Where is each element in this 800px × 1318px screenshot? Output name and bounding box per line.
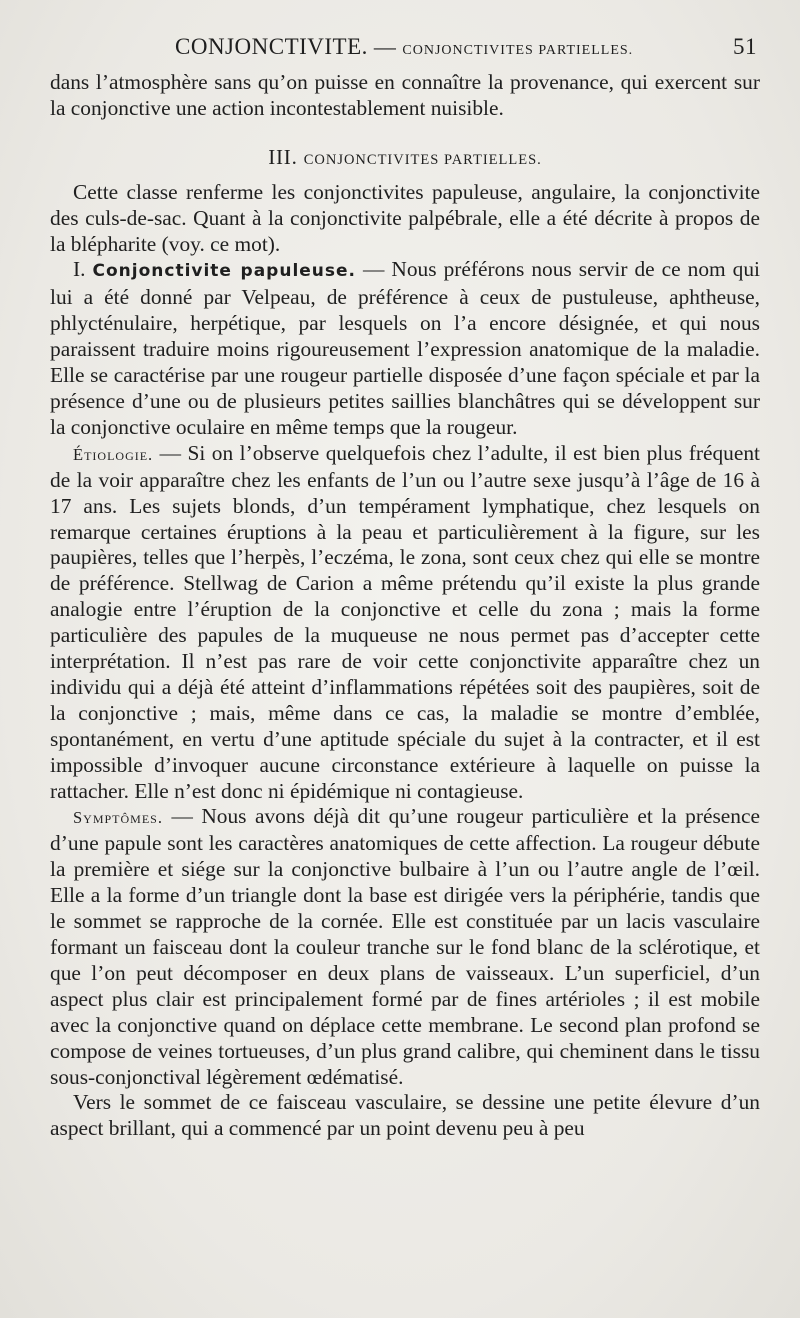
paragraph-conjonctivite-papuleuse	[50, 257, 760, 440]
running-header	[50, 30, 760, 64]
section-heading	[50, 145, 760, 174]
paragraph-text-papuleuse: — Nous préférons nous servir de ce nom qui lui a été donné par Velpeau, de préférence à ceux de pustuleuse, aphtheuse, phlycténulaire, herpétique, par lesquels on l’a encore désignée, et qui nous paraissent traduire moins rigoureusement l’expression anatomique de la maladie. Elle se caractérise par une rougeur partielle disposée d’une façon spéciale et par la présence d’une ou de plusieurs petites saillies blanchâtres qui se développent sur la conjonctive oculaire en même temps que la rougeur.	[50, 257, 761, 439]
body-text	[50, 70, 760, 1142]
paragraph-text-symptomes: — Nous avons déjà dit qu’une rougeur particulière et la présence d’une papule sont les caractères anatomiques de cette affection. La rougeur débute la première et siége sur la conjonctive bulbaire à l’un ou l’autre angle de l’œil. Elle a la forme d’un triangle dont la base est dirigée vers la périphérie, tandis que le sommet se rapproche de la cornée. Elle est constituée par un lacis vasculaire formant un faisceau dont la couleur tranche sur le fond blanc de la sclérotique, et que l’on peut décomposer en deux plans de vaisseaux. L’un superficiel, d’un aspect plus clair est principalement formé par de fines artérioles ; il est mobile avec la conjonctive quand on déplace cette membrane. Le second plan profond se compose de veines tortueuses, d’un plus grand calibre, qui cheminent dans le tissu sous-conjonctival légèrement œdématisé.	[50, 804, 760, 1089]
section-title: CONJONCTIVITES PARTIELLES.	[303, 151, 542, 168]
running-title-dash: —	[373, 34, 397, 59]
paragraph-classe: Cette classe renferme les conjonctivites papuleuse, angulaire, la conjonctivite des culs-de-sac. Quant à la conjonctivite palpébrale, elle a été décrite à propos de la blépharite (voy. ce mot).	[50, 179, 760, 256]
paragraph-intro: dans l’atmosphère sans qu’on puisse en connaître la provenance, qui exercent sur la conjonctive une action incontestablement nuisible.	[50, 70, 760, 120]
paragraph-etiologie	[50, 441, 760, 805]
paragraph-text-etiologie: — Si on l’observe quelquefois chez l’adulte, il est bien plus fréquent de la voir apparaître chez les enfants de l’un ou l’autre sexe jusqu’à l’âge de 16 à 17 ans. Les sujets blonds, d’un tempérament lymphatique, chez lesquels on remarque certaines éruptions à la peau et particulièrement à la figure, sur les paupières, telles que l’herpès, l’eczéma, le zona, sont ceux chez qui elle se montre de préférence. Stellwag de Carion a même prétendu qu’il existe la plus grande analogie entre l’éruption de la conjonctive et celle du zona ; mais la forme particulière des papules de la muqueuse ne nous permet pas d’accepter cette interprétation. Il n’est pas rare de voir cette conjonctivite apparaître chez un individu qui a déjà été atteint d’inflammations répétées soit des paupières, soit de la conjonctive ; mais, même dans ce cas, la maladie se montre d’emblée, spontanément, en vertu d’une aptitude spéciale du sujet à la contracter, et il est impossible d’invoquer aucune circonstance extérieure à laquelle on puisse la rattacher. Elle n’est donc ni épidémique ni contagieuse.	[50, 440, 760, 803]
paragraph-heading-symptomes: Symptômes.	[73, 808, 163, 828]
section-number: III.	[268, 144, 298, 169]
paragraph-symptomes	[50, 804, 760, 1090]
paragraph-heading-etiologie: Étiologie.	[73, 444, 154, 464]
running-title-sub: CONJONCTIVITES PARTIELLES.	[402, 43, 634, 58]
running-title	[175, 34, 633, 60]
page-number: 51	[733, 34, 757, 59]
paragraph-number: I.	[73, 257, 86, 282]
running-title-main: CONJONCTIVITE.	[175, 34, 368, 59]
paragraph-heading-papuleuse: Conjonctivite papuleuse.	[92, 261, 357, 282]
paragraph-faisceau: Vers le sommet de ce faisceau vasculaire, se dessine une petite élevure d’un aspect brillant, qui a commencé par un point devenu peu à peu	[50, 1090, 760, 1141]
